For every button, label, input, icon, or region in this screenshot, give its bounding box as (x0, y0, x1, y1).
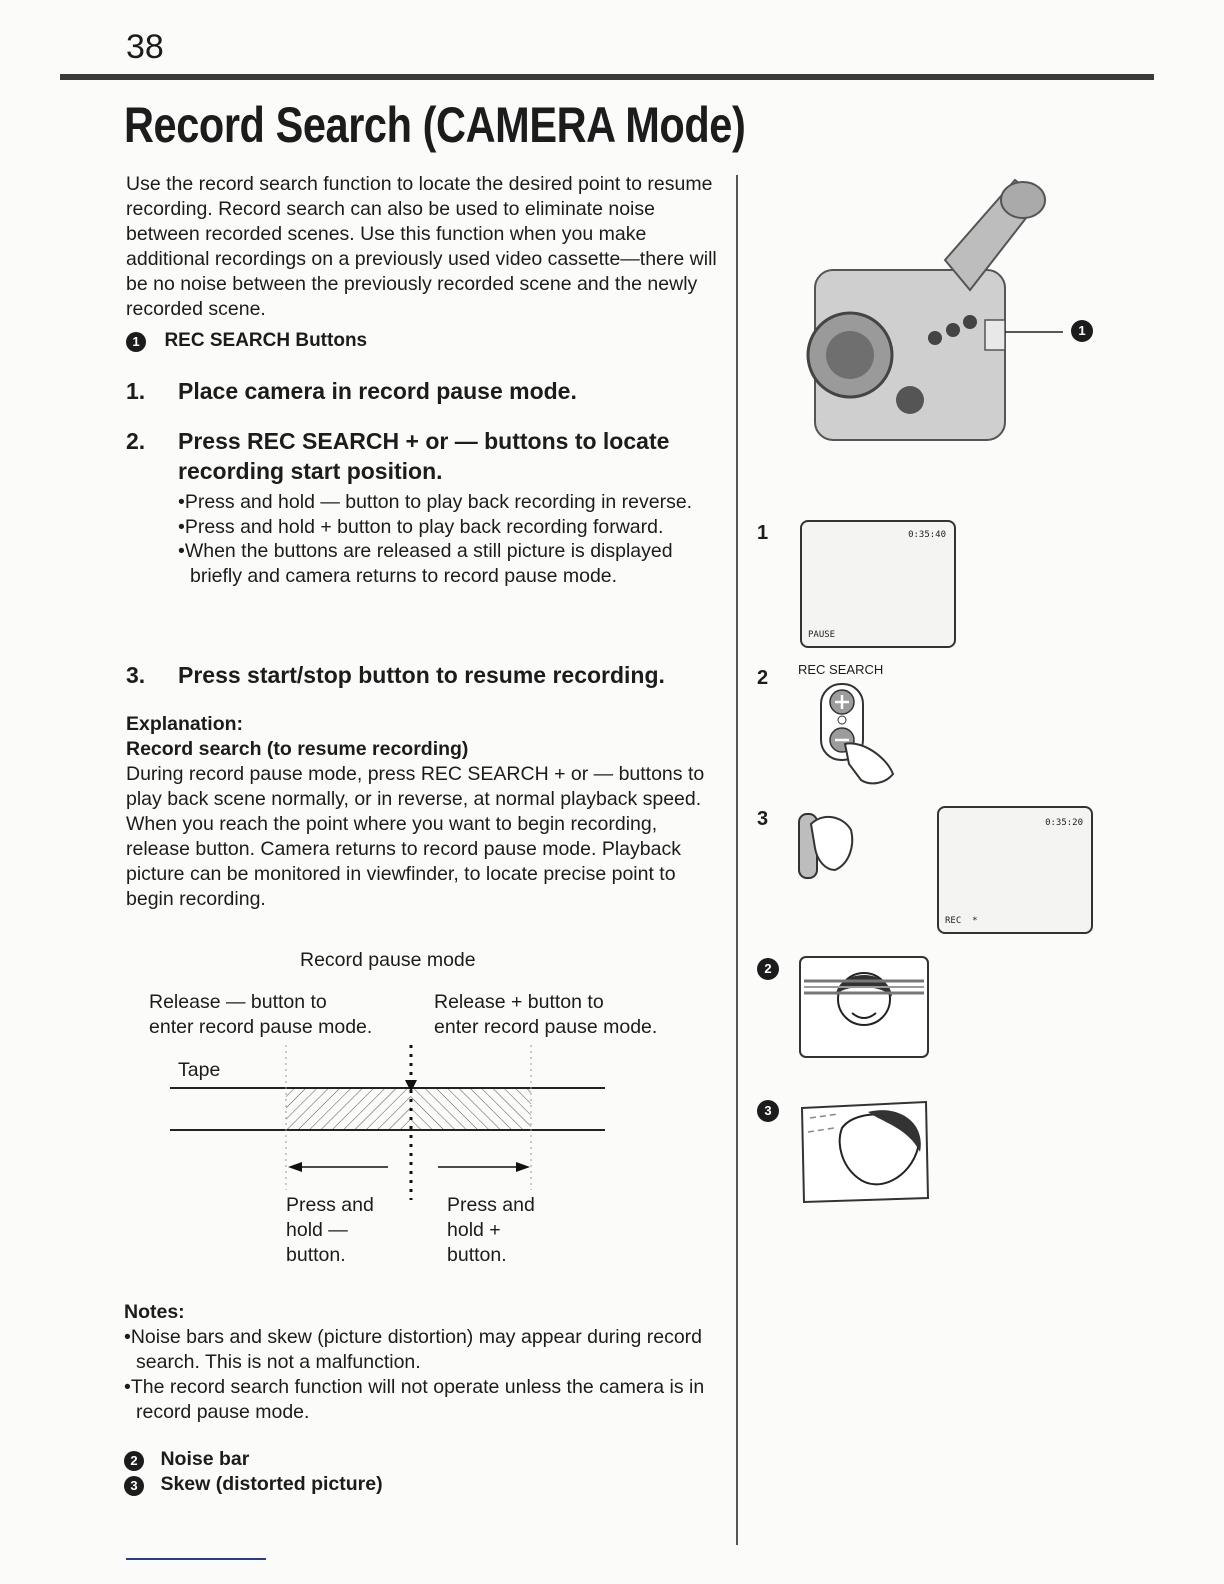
header-rule (60, 74, 1154, 80)
marker: 2 (757, 958, 779, 980)
tape-label: Tape (178, 1059, 221, 1081)
control-button (928, 331, 942, 345)
step-number: 3. (126, 662, 146, 688)
start-stop-button (896, 386, 924, 414)
notes-heading: Notes: (124, 1301, 185, 1323)
left-release-line-1: Release — button to (149, 991, 327, 1013)
skew-picture (798, 1098, 933, 1206)
left-press-line-2: hold — (286, 1219, 348, 1241)
diagram-left-press (286, 1193, 374, 1268)
noise-bar-picture (798, 955, 933, 1063)
status-indicator: PAUSE (808, 630, 836, 640)
step-text: Press start/stop button to resume recording. (178, 662, 665, 688)
left-press-line-3: button. (286, 1244, 346, 1266)
diagram-title: Record pause mode (300, 949, 476, 971)
status-text: REC (945, 916, 962, 926)
bullet-item: •Press and hold — button to play back recording in reverse. (178, 491, 693, 513)
note-item: •The record search function will not operate unless the camera is in record pause mode. (124, 1376, 705, 1423)
page-number: 38 (126, 28, 164, 66)
footer-rule (126, 1558, 266, 1560)
rec-search-button-hand (815, 680, 905, 790)
step-2 (126, 426, 736, 488)
reverse-arrow-head (288, 1162, 302, 1172)
diagram-left-release (149, 990, 372, 1040)
status-indicator (945, 916, 978, 926)
status-mark: * (972, 916, 978, 926)
time-counter: 0:35:20 (1045, 818, 1083, 828)
step-1 (126, 376, 736, 408)
callout-marker: 1 (126, 332, 146, 352)
reverse-hatch (286, 1089, 411, 1130)
step-text: Place camera in record pause mode. (178, 378, 577, 404)
note-item: •Noise bars and skew (picture distortion) may appear during record search. This is not a malfunction. (124, 1326, 703, 1373)
skew-marker (757, 1100, 779, 1122)
figure-2-number: 2 (757, 667, 769, 689)
viewfinder-screen-rec (937, 806, 1093, 934)
legend-label: Noise bar (160, 1448, 250, 1470)
control-button (963, 315, 977, 329)
explanation-body: During record pause mode, press REC SEARCH + or — buttons to play back scene normally, or in reverse, at normal playback speed. When you reach the point where you want to begin recording, release button. Camera returns to record pause mode. Playback picture can be monitored in viewfinder, to locate precise point to begin recording. (126, 763, 705, 910)
legend-skew (124, 1473, 383, 1496)
rec-search-label: REC SEARCH (798, 662, 884, 677)
page-title: Record Search (CAMERA Mode) (124, 97, 746, 153)
right-press-line-2: hold + (447, 1219, 501, 1241)
step-2-bullets (178, 490, 728, 588)
legend-noise-bar (124, 1448, 249, 1471)
control-button (946, 323, 960, 337)
eyecup (1001, 182, 1045, 218)
forward-hatch (411, 1089, 531, 1130)
diagram-right-press (447, 1193, 535, 1268)
time-counter: 0:35:40 (908, 530, 946, 540)
step-number: 1. (126, 378, 146, 404)
explanation-heading: Explanation: (126, 713, 244, 735)
callout-marker: 1 (1071, 320, 1093, 342)
legend-marker: 3 (124, 1476, 144, 1496)
step-number: 2. (126, 428, 146, 454)
marker: 3 (757, 1100, 779, 1122)
figure-1-number: 1 (757, 522, 769, 544)
step-text: Press REC SEARCH + or — buttons to locate recording start position. (178, 428, 670, 484)
right-release-line-2: enter record pause mode. (434, 1016, 658, 1038)
camcorder-callout (1071, 320, 1093, 342)
left-press-line-1: Press and (286, 1194, 374, 1216)
step-3 (126, 660, 736, 692)
viewfinder-screen-pause (800, 520, 956, 648)
tape-diagram (150, 1040, 620, 1200)
right-release-line-1: Release + button to (434, 991, 604, 1013)
bullet-item: •When the buttons are released a still picture is displayed briefly and camera returns to record pause mode. (178, 540, 673, 587)
explanation-subheading: Record search (to resume recording) (126, 738, 469, 760)
right-press-line-1: Press and (447, 1194, 535, 1216)
figure-3-number: 3 (757, 808, 769, 830)
start-stop-hand (795, 806, 865, 886)
notes (124, 1300, 724, 1425)
forward-arrow-head (516, 1162, 530, 1172)
left-release-line-2: enter record pause mode. (149, 1016, 373, 1038)
bullet-item: •Press and hold + button to play back recording forward. (178, 515, 664, 538)
callout-label: REC SEARCH Buttons (164, 330, 368, 351)
legend-marker: 2 (124, 1451, 144, 1471)
right-press-line-3: button. (447, 1244, 507, 1266)
diagram-right-release (434, 990, 657, 1040)
pointing-hand-icon (845, 743, 893, 783)
rec-search-buttons (985, 320, 1005, 350)
legend-label: Skew (distorted picture) (160, 1473, 383, 1495)
camcorder-illustration (795, 170, 1075, 470)
explanation (126, 712, 726, 912)
lens-glass (826, 331, 874, 379)
intro-paragraph: Use the record search function to locate the desired point to resume recording. Record search can also be used to eliminate noise between recorded scenes. Use this function when you make additional recordings on a previously used video cassette—there will be no noise between the previously recorded scene and the newly recorded scene. (126, 173, 717, 320)
callout-rec-search (126, 330, 367, 352)
noise-bar-marker (757, 958, 779, 980)
